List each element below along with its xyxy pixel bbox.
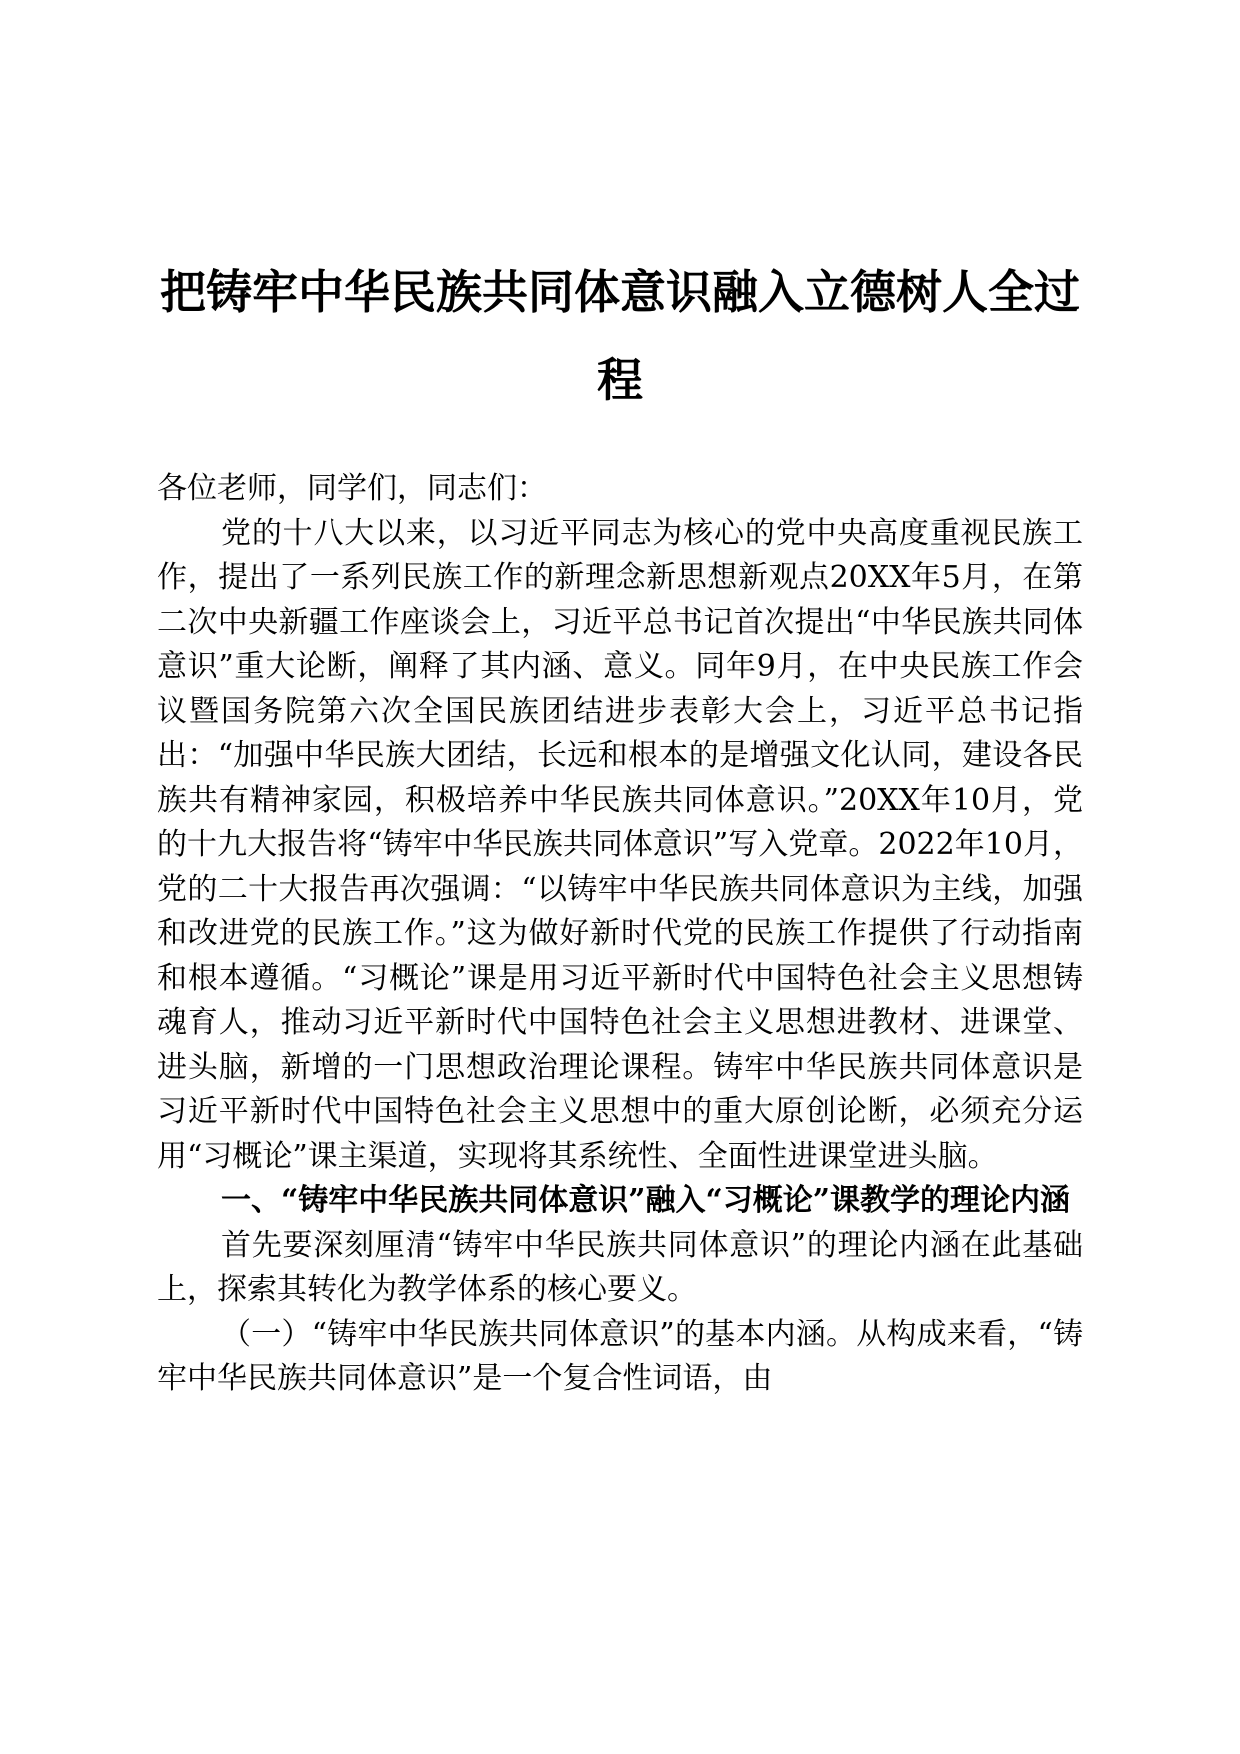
- document-title: 把铸牢中华民族共同体意识融入立德树人全过程: [160, 265, 1080, 407]
- salutation: 各位老师，同学们，同志们：: [157, 471, 547, 506]
- intro-paragraph: 党的十八大以来，以习近平同志为核心的党中央高度重视民族工作，提出了一系列民族工作的新理念新思想新观点20XX年5月，在第二次中央新疆工作座谈会上，习近平总书记首次提出“中华民族共同体意识”重大论断，阐释了其内涵、意义。同年9月，在中央民族工作会议暨国务院第六次全国民族团结进步表彰大会上，习近平总书记指出：“加强中华民族大团结，长远和根本的是增强文化认同，建设各民族共有精神家园，积极培养中华民族共同体意识。”20XX年10月，党的十九大报告将“铸牢中华民族共同体意识”写入党章。2022年10月，党的二十大报告再次强调：“以铸牢中华民族共同体意识为主线，加强和改进党的民族工作。”这为做好新时代党的民族工作提供了行动指南和根本遵循。“习概论”课是用习近平新时代中国特色社会主义思想铸魂育人，推动习近平新时代中国特色社会主义思想进教材、进课堂、进头脑，新增的一门思想政治理论课程。铸牢中华民族共同体意识是习近平新时代中国特色社会主义思想中的重大原创论断，必须充分运用“习概论”课主渠道，实现将其系统性、全面性进课堂进头脑。: [157, 515, 1083, 1174]
- document-body: [157, 467, 1083, 1402]
- section-paragraph: 首先要深刻厘清“铸牢中华民族共同体意识”的理论内涵在此基础上，探索其转化为教学体系的核心要义。: [157, 1227, 1083, 1307]
- section-heading: 一、“铸牢中华民族共同体意识”融入“习概论”课教学的理论内涵: [221, 1183, 1071, 1218]
- subsection-paragraph: （一）“铸牢中华民族共同体意识”的基本内涵。从构成来看，“铸牢中华民族共同体意识”是一个复合性词语，由: [157, 1316, 1083, 1396]
